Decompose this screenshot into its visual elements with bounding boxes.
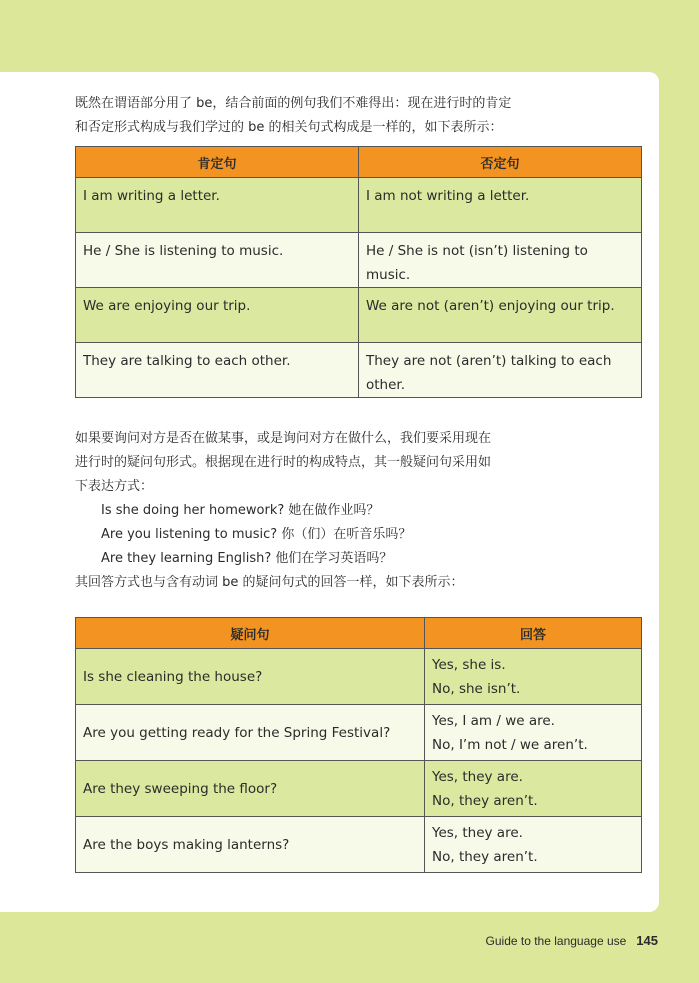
answer-cell: [425, 817, 642, 873]
answer-cell: [425, 761, 642, 817]
answer-yes: Yes, she is.: [432, 656, 506, 673]
answer-no: No, they aren’t.: [432, 792, 538, 809]
answer-cell: [425, 705, 642, 761]
table-header-row: [76, 147, 642, 178]
intro-paragraph: [75, 92, 511, 140]
answer-no: No, I’m not / we aren’t.: [432, 736, 588, 753]
page-number: 145: [636, 933, 658, 948]
question-cell: Are the boys making lanterns?: [76, 817, 425, 873]
question-cell: Are they sweeping the floor?: [76, 761, 425, 817]
example-3: Are they learning English? 他们在学习英语吗？: [101, 551, 393, 566]
question-line-4: 其回答方式也与含有动词 be 的疑问句式的回答一样，如下表所示：: [75, 575, 464, 590]
answer-no: No, they aren’t.: [432, 848, 538, 865]
question-line-1: 如果要询问对方是否在做某事，或是询问对方在做什么，我们要采用现在: [75, 431, 492, 446]
affirmative-cell: We are enjoying our trip.: [76, 288, 359, 343]
example-2: Are you listening to music? 你（们）在听音乐吗？: [101, 527, 412, 542]
question-line-2: 进行时的疑问句形式。根据现在进行时的构成特点，其一般疑问句采用如: [75, 455, 492, 470]
table-row: [76, 233, 642, 288]
header-negative: 否定句: [359, 147, 642, 178]
table-row: [76, 761, 642, 817]
example-1: Is she doing her homework? 她在做作业吗？: [101, 503, 380, 518]
intro-line-1: 既然在谓语部分用了 be，结合前面的例句我们不难得出：现在进行时的肯定: [75, 96, 512, 111]
question-line-3: 下表达方式：: [75, 479, 154, 494]
affirmative-cell: He / She is listening to music.: [76, 233, 359, 288]
affirmative-cell: I am writing a letter.: [76, 178, 359, 233]
header-answer: 回答: [425, 618, 642, 649]
negative-cell-line-1: They are not (aren’t) talking to each: [366, 353, 612, 369]
answer-yes: Yes, I am / we are.: [432, 712, 555, 729]
table-row: [76, 178, 642, 233]
table-row: [76, 817, 642, 873]
answer-yes: Yes, they are.: [432, 768, 523, 785]
intro-line-2: 和否定形式构成与我们学过的 be 的相关句式构成是一样的，如下表所示：: [75, 120, 503, 135]
negative-cell: We are not (aren’t) enjoying our trip.: [359, 288, 642, 343]
negative-cell-line-2: other.: [366, 377, 406, 393]
answer-cell: [425, 649, 642, 705]
table-row: [76, 343, 642, 398]
header-affirmative: 肯定句: [76, 147, 359, 178]
header-question: 疑问句: [76, 618, 425, 649]
table-row: [76, 705, 642, 761]
table-header-row: [76, 618, 642, 649]
negative-cell: I am not writing a letter.: [359, 178, 642, 233]
answer-yes: Yes, they are.: [432, 824, 523, 841]
table-row: [76, 288, 642, 343]
affirmative-cell: They are talking to each other.: [76, 343, 359, 398]
affirmative-negative-table: [75, 146, 642, 398]
question-cell: Are you getting ready for the Spring Festival?: [76, 705, 425, 761]
question-cell: Is she cleaning the house?: [76, 649, 425, 705]
footer-section-title: Guide to the language use: [485, 934, 627, 948]
question-answer-table: [75, 617, 642, 873]
table-row: [76, 649, 642, 705]
question-paragraph: [75, 427, 491, 595]
negative-cell: [359, 343, 642, 398]
answer-no: No, she isn’t.: [432, 680, 521, 697]
page-footer: [486, 933, 658, 948]
negative-cell: He / She is not (isn’t) listening to music.: [359, 233, 642, 288]
